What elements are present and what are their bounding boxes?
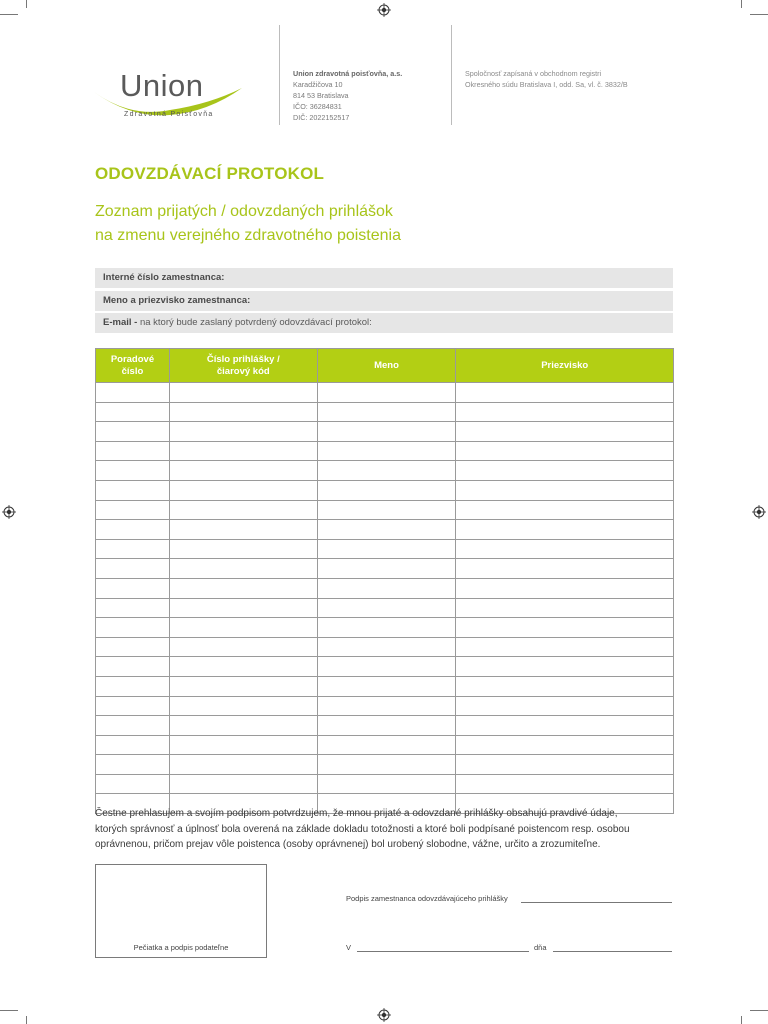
registration-mark-icon — [752, 505, 766, 519]
column-header-first-name: Meno — [317, 349, 456, 383]
header-line: Poradové — [110, 353, 155, 365]
table-cell[interactable] — [317, 461, 456, 481]
table-row — [96, 755, 674, 775]
crop-mark — [26, 1016, 27, 1024]
header-divider — [279, 25, 280, 125]
table-row — [96, 559, 674, 579]
table-body — [96, 383, 674, 814]
document-subtitle — [95, 200, 401, 248]
table-cell[interactable] — [96, 480, 170, 500]
table-cell[interactable] — [96, 500, 170, 520]
table-cell[interactable] — [96, 774, 170, 794]
table-cell[interactable] — [317, 559, 456, 579]
table-cell[interactable] — [169, 676, 317, 696]
employee-number-field[interactable] — [95, 268, 673, 288]
table-cell[interactable] — [317, 598, 456, 618]
declaration-line: Čestne prehlasujem a svojím podpisom potvrdzujem, že mnou prijaté a odovzdané prihlášky obsahujú pravdivé údaje, — [95, 808, 618, 819]
email-field[interactable] — [95, 313, 673, 333]
company-name: Union zdravotná poisťovňa, a.s. — [293, 69, 403, 78]
table-row — [96, 676, 674, 696]
table-row — [96, 578, 674, 598]
table-cell[interactable] — [169, 461, 317, 481]
table-cell[interactable] — [96, 402, 170, 422]
registration-mark-icon — [377, 3, 391, 17]
table-cell[interactable] — [96, 441, 170, 461]
declaration-text — [95, 806, 675, 853]
table-cell[interactable] — [317, 735, 456, 755]
table-cell[interactable] — [456, 696, 674, 716]
table-cell[interactable] — [317, 500, 456, 520]
table-cell[interactable] — [317, 774, 456, 794]
table-row — [96, 735, 674, 755]
document-title: ODOVZDÁVACÍ PROTOKOL — [95, 164, 325, 183]
declaration-line: oprávnenou, pričom prejav vôle poistenca (osoby oprávnenej) bol urobený slobodne, vážne, určito a zrozumiteľne. — [95, 839, 601, 850]
table-cell[interactable] — [96, 520, 170, 540]
table-cell[interactable] — [456, 461, 674, 481]
table-cell[interactable] — [456, 402, 674, 422]
field-label: E-mail - — [103, 317, 138, 328]
table-cell[interactable] — [96, 657, 170, 677]
table-cell[interactable] — [456, 422, 674, 442]
table-cell[interactable] — [317, 480, 456, 500]
table-row — [96, 461, 674, 481]
table-cell[interactable] — [317, 402, 456, 422]
employee-signature-line[interactable] — [521, 902, 672, 903]
table-cell[interactable] — [96, 598, 170, 618]
table-row — [96, 402, 674, 422]
table-cell[interactable] — [169, 559, 317, 579]
table-cell[interactable] — [169, 539, 317, 559]
table-cell[interactable] — [169, 480, 317, 500]
table-cell[interactable] — [317, 676, 456, 696]
table-cell[interactable] — [317, 618, 456, 638]
header-line: čiarový kód — [216, 365, 270, 377]
registration-line: Okresného súdu Bratislava I, odd. Sa, vl. č. 3832/B — [465, 80, 628, 89]
table-row — [96, 618, 674, 638]
table-row — [96, 598, 674, 618]
table-cell[interactable] — [456, 520, 674, 540]
table-cell[interactable] — [96, 696, 170, 716]
table-cell[interactable] — [96, 578, 170, 598]
table-cell[interactable] — [96, 383, 170, 403]
table-cell[interactable] — [317, 422, 456, 442]
table-cell[interactable] — [456, 735, 674, 755]
declaration-line: ktorých správnosť a úplnosť bola overená na základe dokladu totožnosti a ktoré boli podpísané poistencom resp. osobou — [95, 823, 630, 835]
table-header-row — [96, 349, 674, 383]
registration-mark-icon — [2, 505, 16, 519]
table-cell[interactable] — [96, 716, 170, 736]
subtitle-line: na zmenu verejného zdravotného poistenia — [95, 227, 401, 244]
table-cell[interactable] — [96, 422, 170, 442]
table-cell[interactable] — [96, 637, 170, 657]
date-line[interactable] — [553, 951, 672, 952]
column-header-order — [96, 349, 170, 383]
table-row — [96, 441, 674, 461]
table-cell[interactable] — [169, 598, 317, 618]
table-cell[interactable] — [456, 480, 674, 500]
crop-mark — [0, 1010, 18, 1011]
logo-tagline: Zdravotná Poisťovňa — [124, 111, 214, 118]
table-cell[interactable] — [96, 676, 170, 696]
company-ico: IČO: 36284831 — [293, 102, 342, 111]
crop-mark — [750, 1010, 768, 1011]
subtitle-line: Zoznam prijatých / odovzdaných prihlášok — [95, 203, 393, 220]
table-row — [96, 696, 674, 716]
table-cell[interactable] — [317, 657, 456, 677]
table-cell[interactable] — [317, 755, 456, 775]
table-cell[interactable] — [169, 657, 317, 677]
table-cell[interactable] — [96, 735, 170, 755]
table-cell[interactable] — [456, 774, 674, 794]
table-cell[interactable] — [96, 559, 170, 579]
table-cell[interactable] — [317, 383, 456, 403]
table-cell[interactable] — [456, 441, 674, 461]
table-cell[interactable] — [317, 716, 456, 736]
table-cell[interactable] — [96, 539, 170, 559]
table-cell[interactable] — [456, 578, 674, 598]
place-label: V — [346, 943, 352, 952]
table-cell[interactable] — [169, 735, 317, 755]
header-divider — [451, 25, 452, 125]
table-cell[interactable] — [456, 598, 674, 618]
table-cell[interactable] — [169, 422, 317, 442]
table-cell[interactable] — [317, 520, 456, 540]
applications-table — [95, 348, 674, 814]
table-cell[interactable] — [456, 637, 674, 657]
company-dic: DIČ: 2022152517 — [293, 113, 350, 122]
registration-mark-icon — [377, 1008, 391, 1022]
registration-info — [465, 68, 628, 90]
table-row — [96, 716, 674, 736]
stamp-label: Pečiatka a podpis podateľne — [133, 943, 229, 952]
field-hint: na ktorý bude zaslaný potvrdený odovzdávací protokol: — [137, 317, 372, 328]
table-cell[interactable] — [456, 618, 674, 638]
table-row — [96, 480, 674, 500]
table-cell[interactable] — [317, 637, 456, 657]
table-row — [96, 422, 674, 442]
header-line: Číslo prihlášky / — [206, 353, 280, 365]
table-cell[interactable] — [96, 618, 170, 638]
table-cell[interactable] — [456, 657, 674, 677]
field-label: Interné číslo zamestnanca: — [103, 272, 225, 283]
table-cell[interactable] — [96, 755, 170, 775]
table-cell[interactable] — [317, 539, 456, 559]
table-cell[interactable] — [456, 559, 674, 579]
table-cell[interactable] — [169, 716, 317, 736]
table-row — [96, 520, 674, 540]
table-cell[interactable] — [169, 618, 317, 638]
table-cell[interactable] — [317, 578, 456, 598]
crop-mark — [26, 0, 27, 8]
table-cell[interactable] — [169, 578, 317, 598]
table-cell[interactable] — [169, 637, 317, 657]
crop-mark — [741, 0, 742, 8]
table-row — [96, 657, 674, 677]
table-cell[interactable] — [317, 441, 456, 461]
table-cell[interactable] — [96, 461, 170, 481]
employee-name-field[interactable] — [95, 291, 673, 311]
table-row — [96, 774, 674, 794]
table-cell[interactable] — [456, 716, 674, 736]
table-cell[interactable] — [317, 696, 456, 716]
table-cell[interactable] — [456, 676, 674, 696]
table-row — [96, 637, 674, 657]
table-cell[interactable] — [169, 402, 317, 422]
company-address — [293, 68, 402, 123]
company-street: Karadžičova 10 — [293, 80, 343, 89]
table-cell[interactable] — [456, 500, 674, 520]
table-cell[interactable] — [169, 441, 317, 461]
table-cell[interactable] — [169, 500, 317, 520]
crop-mark — [750, 14, 768, 15]
table-row — [96, 539, 674, 559]
table-cell[interactable] — [456, 383, 674, 403]
table-cell[interactable] — [169, 520, 317, 540]
crop-mark — [741, 1016, 742, 1024]
table-row — [96, 500, 674, 520]
place-line[interactable] — [357, 951, 529, 952]
registration-line: Spoločnosť zapísaná v obchodnom registri — [465, 69, 602, 78]
employee-signature-label: Podpis zamestnanca odovzdávajúceho prihlášky — [346, 894, 508, 903]
table-cell[interactable] — [456, 539, 674, 559]
table-cell[interactable] — [456, 755, 674, 775]
table-row — [96, 383, 674, 403]
column-header-last-name: Priezvisko — [456, 349, 674, 383]
company-city: 814 53 Bratislava — [293, 91, 349, 100]
crop-mark — [0, 14, 18, 15]
field-label: Meno a priezvisko zamestnanca: — [103, 295, 251, 306]
stamp-box[interactable] — [95, 864, 267, 958]
table-cell[interactable] — [169, 696, 317, 716]
logo-name: Union — [120, 68, 204, 103]
date-label: dňa — [534, 943, 547, 952]
table-cell[interactable] — [169, 774, 317, 794]
header-line: číslo — [121, 365, 144, 377]
column-header-application-number — [169, 349, 317, 383]
table-cell[interactable] — [169, 383, 317, 403]
table-cell[interactable] — [169, 755, 317, 775]
